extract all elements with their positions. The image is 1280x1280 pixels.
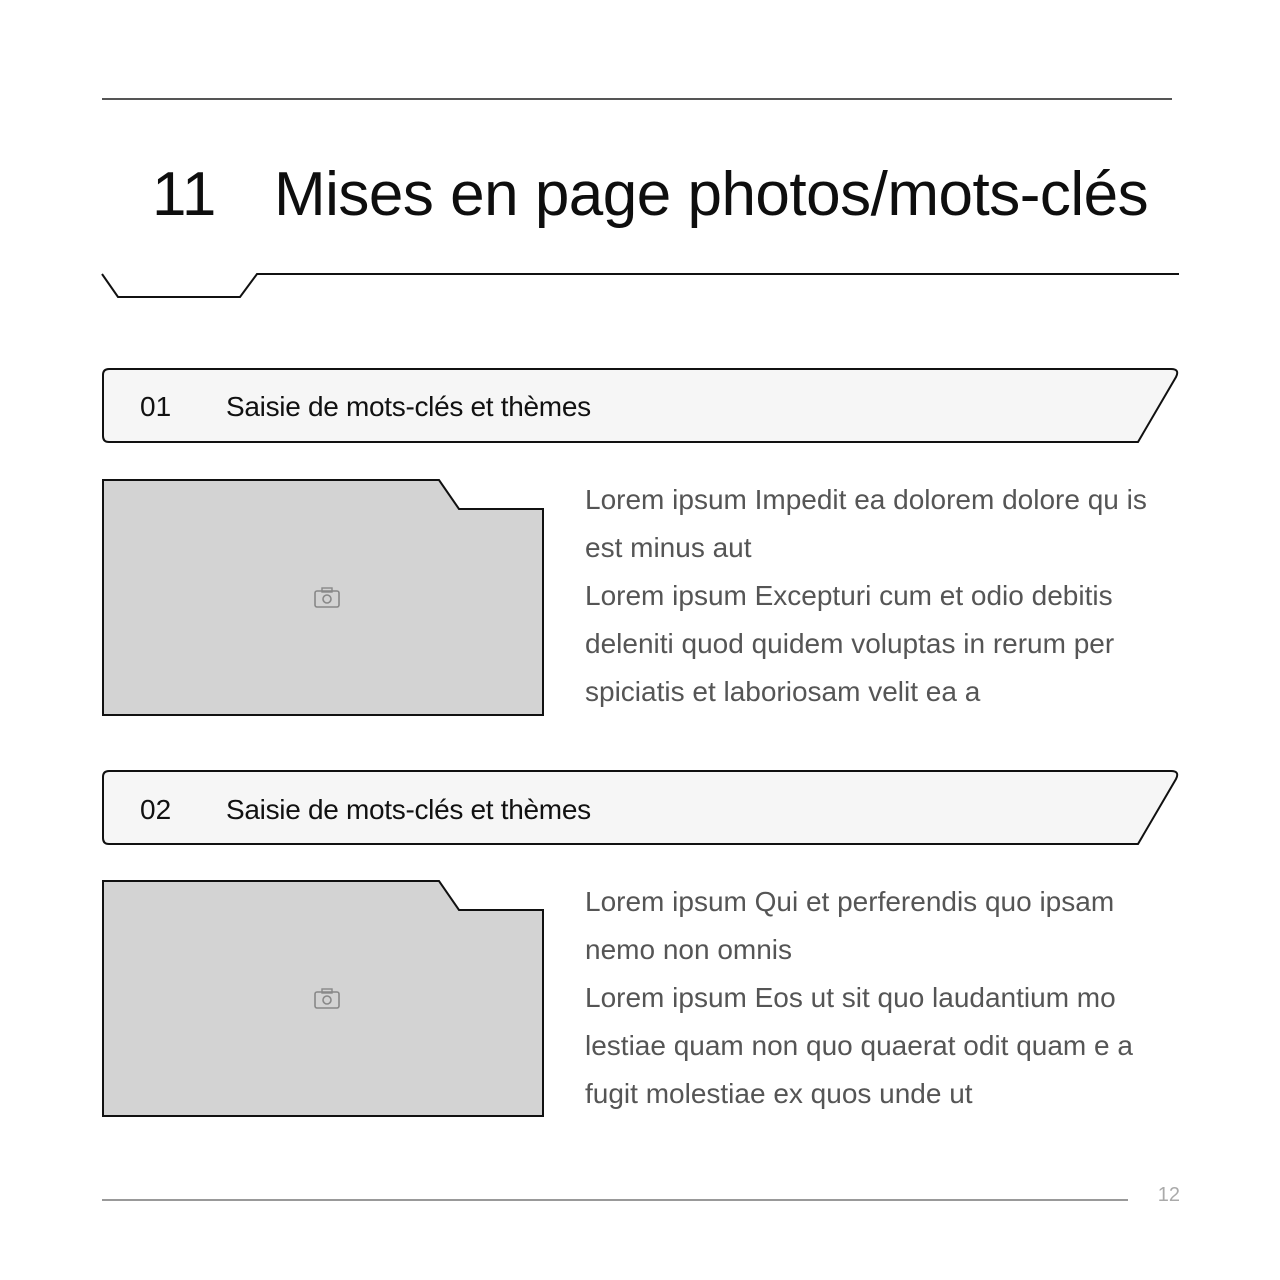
- paragraph: Lorem ipsum Qui et perferendis quo ipsam nemo non omnis: [585, 886, 1115, 965]
- chapter-number: 11: [152, 160, 217, 229]
- paragraph: Lorem ipsum Eos ut sit quo laudantium mo lestiae quam non quo quaerat odit quam e a fugit molestiae ex quos unde ut: [585, 982, 1133, 1109]
- section-title: Saisie de mots-clés et thèmes: [226, 391, 591, 422]
- section-body-text: [585, 878, 1165, 1118]
- paragraph: Lorem ipsum Impedit ea dolorem dolore qu is est minus aut: [585, 484, 1147, 563]
- footer-rule: [102, 1199, 1128, 1201]
- photo-placeholder[interactable]: [102, 880, 545, 1118]
- section-body-text: [585, 476, 1165, 716]
- title-divider: [100, 268, 1182, 302]
- section-number: 01: [140, 391, 172, 422]
- photo-placeholder[interactable]: [102, 479, 545, 717]
- top-rule: [102, 98, 1172, 100]
- page-title: Mises en page photos/mots-clés: [274, 160, 1149, 229]
- page-number: 12: [1157, 1184, 1180, 1206]
- section-number: 02: [140, 794, 172, 825]
- section-title: Saisie de mots-clés et thèmes: [226, 794, 591, 825]
- paragraph: Lorem ipsum Excepturi cum et odio debitis deleniti quod quidem voluptas in rerum per spiciatis et laboriosam velit ea a: [585, 580, 1115, 707]
